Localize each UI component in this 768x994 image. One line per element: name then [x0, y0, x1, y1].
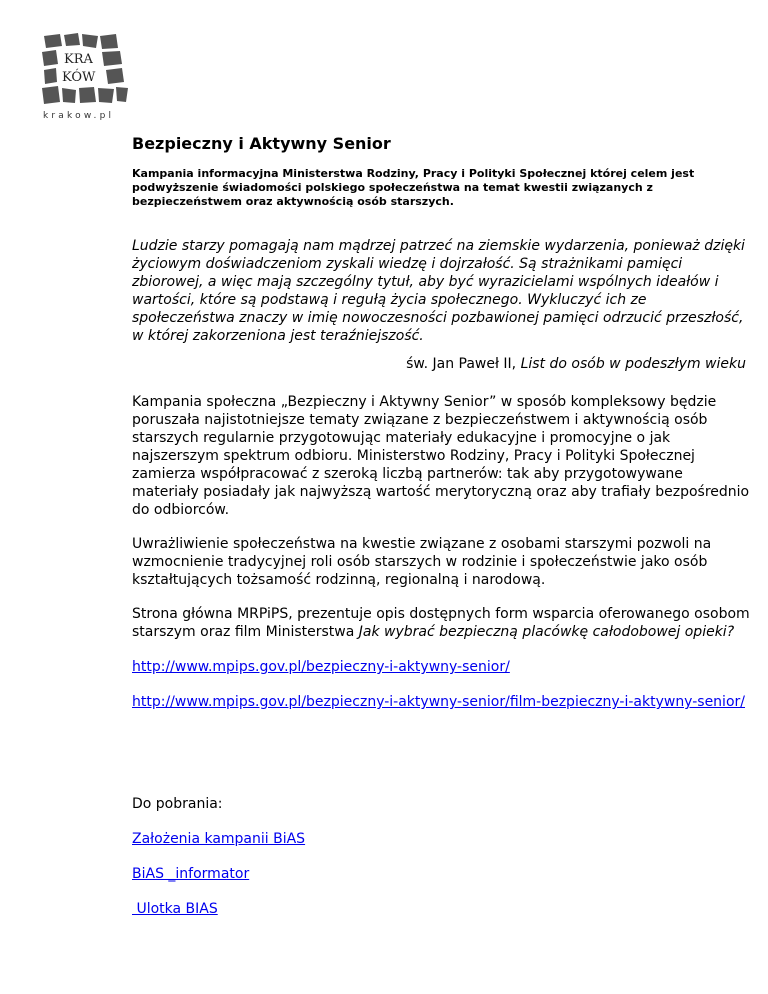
attribution-work: List do osób w podeszłym wieku [520, 356, 746, 372]
paragraph-awareness: Uwrażliwienie społeczeństwa na kwestie związane z osobami starszymi pozwoli na wzmocnienie tradycyjnej roli osób starszych w rodzinie i społeczeństwie jako osób kształtujących tożsamość rodzinną, regionalną i narodową. [132, 536, 712, 588]
link-mpips-senior-film[interactable]: http://www.mpips.gov.pl/bezpieczny-i-aktywny-senior/film-bezpieczny-i-aktywny-senior/ [132, 694, 745, 710]
paragraph-mrpips-film-title: Jak wybrać bezpieczną placówkę całodobowej opieki? [358, 624, 735, 640]
download-row [132, 899, 752, 918]
link-mpips-senior[interactable]: http://www.mpips.gov.pl/bezpieczny-i-aktywny-senior/ [132, 659, 510, 675]
download-row [132, 829, 752, 848]
download-link-informator[interactable]: BiAS _informator [132, 866, 250, 882]
paragraph-mrpips [132, 605, 752, 641]
logo-text-line1: KRA [64, 52, 93, 67]
logo-text-line2: KÓW [62, 70, 96, 85]
download-link-zalozenia[interactable]: Założenia kampanii BiAS [132, 831, 306, 847]
paragraph-mrpips-text: Strona główna MRPiPS, prezentuje opis dostępnych form wsparcia oferowanego osobom starszym oraz film Ministerstwa [132, 606, 750, 640]
quote-attribution [132, 355, 752, 373]
logo-caption: krakow.pl [43, 111, 115, 121]
download-row [132, 864, 752, 883]
page-title: Bezpieczny i Aktywny Senior [132, 134, 391, 153]
attribution-author: św. Jan Paweł II, [406, 356, 521, 372]
link-row-2 [132, 692, 752, 711]
downloads-title: Do pobrania: [132, 796, 223, 812]
link-row-1 [132, 657, 752, 676]
krakow-logo-graphic [40, 30, 132, 122]
download-link-ulotka[interactable]: Ulotka BIAS [132, 901, 218, 917]
krakow-logo[interactable] [40, 30, 132, 122]
quote-paragraph: Ludzie starzy pomagają nam mądrzej patrzeć na ziemskie wydarzenia, ponieważ dzięki życiowym doświadczeniom zyskali wiedzę i dojrzałość. Są strażnikami pamięci zbiorowej, a więc mają szczególny tytuł, aby być wyrazicielami wspólnych ideałów i wartości, które są podstawą i regułą życia społecznego. Wykluczyć ich ze społeczeństwa znaczy w imię nowoczesności pozbawionej pamięci odrzucić przeszłość, w której zakorzeniona jest teraźniejszość. [132, 238, 745, 344]
spacer [132, 727, 752, 795]
paragraph-campaign: Kampania społeczna „Bezpieczny i Aktywny Senior” w sposób kompleksowy będzie poruszała najistotniejsze tematy związane z bezpieczeństwem i aktywnością osób starszych regularnie przygotowując materiały edukacyjne i promocyjne o jak najszerszym spektrum odbioru. Ministerstwo Rodziny, Pracy i Polityki Społecznej zamierza współpracować z szeroką liczbą partnerów: tak aby przygotowywane materiały posiadały jak najwyższą wartość merytoryczną oraz aby trafiały bezpośrednio do odbiorców. [132, 394, 750, 518]
article [132, 134, 752, 934]
lead-paragraph: Kampania informacyjna Ministerstwa Rodziny, Pracy i Polityki Społecznej której celem jest podwyższenie świadomości polskiego społeczeństwa na temat kwestii związanych z bezpieczeństwem oraz aktywnością osób starszych. [132, 167, 695, 208]
